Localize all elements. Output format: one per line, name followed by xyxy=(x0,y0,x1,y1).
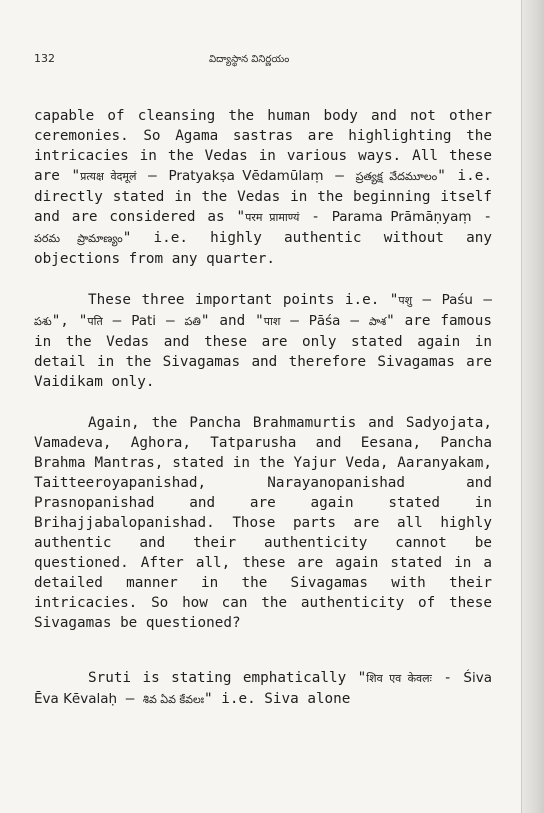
page-body xyxy=(34,106,492,710)
text-segment: – xyxy=(323,168,356,184)
text-segment: - xyxy=(471,209,492,225)
text-segment: – xyxy=(102,313,132,329)
page-number: 132 xyxy=(34,52,55,65)
paragraph-2 xyxy=(34,290,492,392)
text-segment: పతి xyxy=(184,315,201,328)
text-segment: " i.e. directly stated in the Vedas in the beginning itself and are considered as " xyxy=(34,168,492,225)
text-segment: ప్రత్యక్ష వేదమూలం xyxy=(355,170,438,183)
text-segment: capable of cleansing the human body and not other ceremonies. So Agama sastras are highlighting the intricacies in the Vedas in various ways. All these are " xyxy=(34,108,492,184)
text-segment: పశు xyxy=(34,315,52,328)
text-segment: - xyxy=(431,670,464,686)
text-segment: " i.e. highly authentic without any objections from any quarter. xyxy=(34,230,493,267)
text-segment: Again, the Pancha Brahmamurtis and Sadyojata, Vamadeva, Aghora, Tatparusha and Eesana, Pancha Brahma Mantras, stated in the Yajur Veda, Aaranyakam, Taitteeroyapanishad, Narayanopanishad and Prasnopanishad and are again stated in Brihajjabalopanishad. Those parts are all highly authentic and their authenticity cannot be questioned. After all, these are again stated in a detailed manner in the Sivagamas with their intricacies. So how can the authenticity of these Sivagamas be questioned? xyxy=(34,415,492,631)
text-segment: – xyxy=(472,292,493,308)
text-segment: పరమ ప్రామాణ్యం xyxy=(34,232,123,245)
text-segment: ", " xyxy=(51,313,88,329)
text-segment: – xyxy=(136,168,169,184)
text-segment: शिव एव केवलः xyxy=(366,672,432,685)
text-segment: – xyxy=(280,313,309,329)
text-segment: Pāśa xyxy=(308,313,341,329)
paragraph-3 xyxy=(34,413,492,633)
text-segment: – xyxy=(117,691,143,707)
text-segment: " are famous in the Vedas and these are only stated again in detail in the Sivagamas and therefore Sivagamas are Vaidikam only. xyxy=(34,313,492,390)
page-header xyxy=(34,52,494,72)
text-segment: Parama Prāmāṇyaṃ xyxy=(331,209,472,225)
text-segment: - xyxy=(299,209,332,225)
text-segment: Paśu xyxy=(441,292,473,308)
text-segment: – xyxy=(340,313,369,329)
paragraph-1 xyxy=(34,106,492,269)
text-segment: पशु xyxy=(398,294,413,307)
text-segment: పాశ xyxy=(368,315,387,328)
text-segment: Sruti is stating emphatically " xyxy=(88,670,367,686)
text-segment: " and " xyxy=(200,313,264,329)
running-title: విద్యాస్థాన వినిర్ణయం xyxy=(209,54,290,65)
text-segment: These three important points i.e. " xyxy=(88,292,399,308)
text-segment: परम प्रामाण्यं xyxy=(245,211,300,224)
paragraph-4 xyxy=(34,668,492,710)
text-segment: Pati xyxy=(131,313,157,329)
text-segment: पति xyxy=(87,315,103,328)
text-segment: " i.e. Siva alone xyxy=(204,691,351,707)
text-segment: पाश xyxy=(263,315,281,328)
text-segment: – xyxy=(156,313,185,329)
text-segment: Pratyakṣa Vēdamūlaṃ xyxy=(168,168,324,184)
text-segment: प्रत्यक्ष वेदमूलं xyxy=(80,170,137,183)
page-edge-shadow xyxy=(521,0,544,813)
text-segment: శివ ఏవ కేవలః xyxy=(142,693,205,706)
text-segment: Śiva Ēva Kēvalaḥ xyxy=(34,670,492,707)
text-segment: – xyxy=(412,292,442,308)
